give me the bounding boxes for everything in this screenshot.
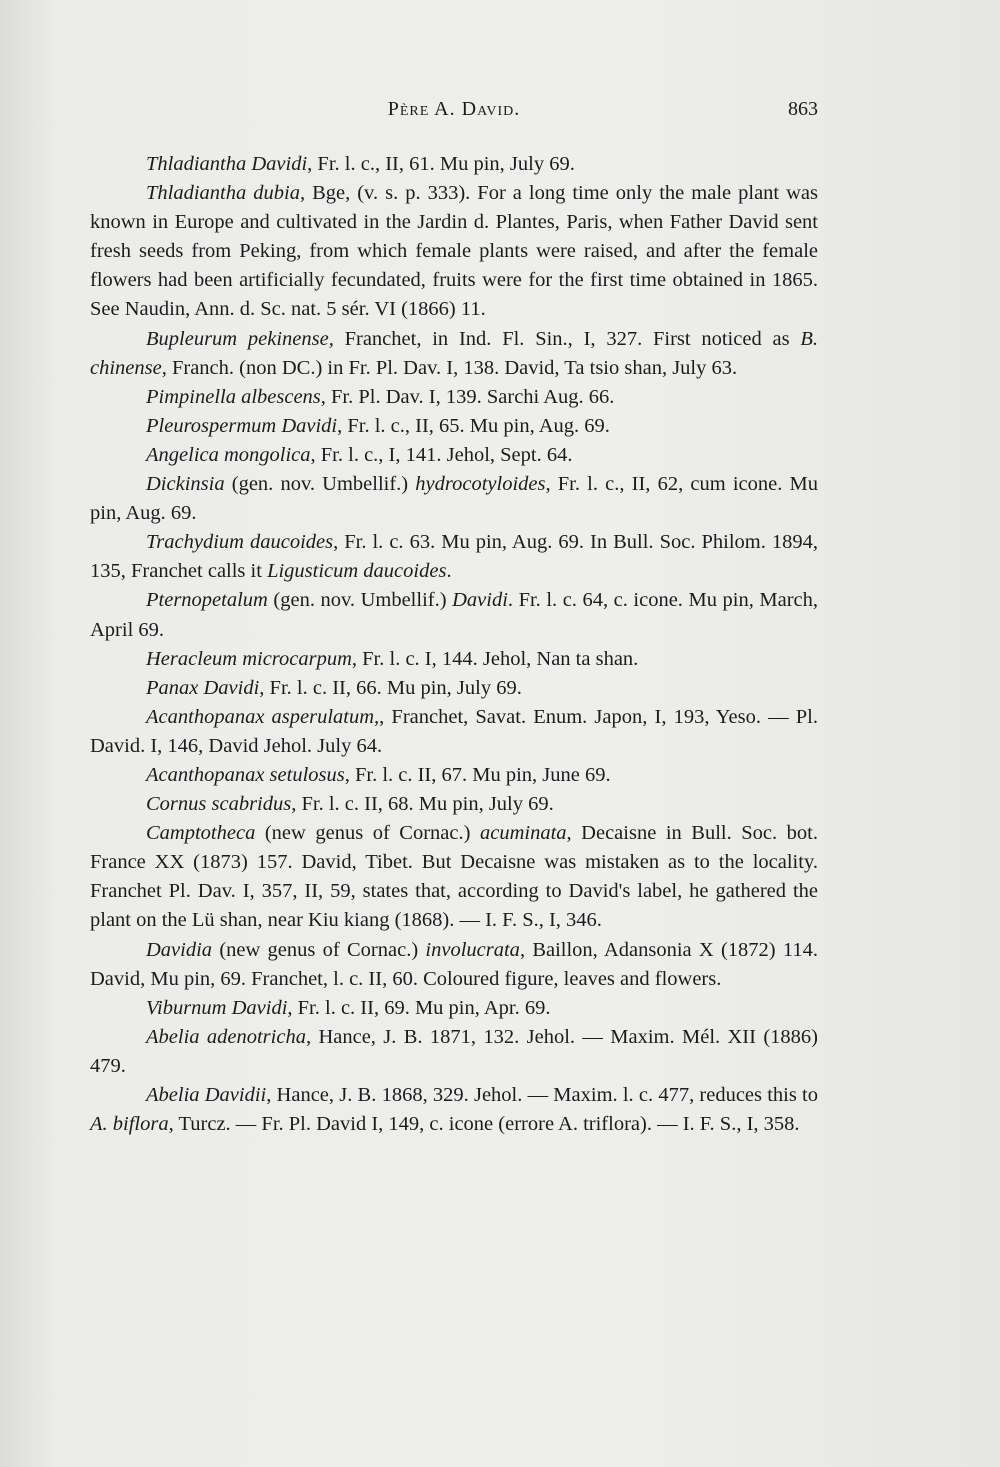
entry xyxy=(90,761,818,790)
entry-text: . xyxy=(446,560,452,583)
entry-text: (gen. nov. Umbellif.) xyxy=(224,473,416,496)
entry xyxy=(90,703,818,761)
species-name: B. chinense xyxy=(90,327,818,379)
entry xyxy=(90,645,818,674)
species-name: Acanthopanax setulosus xyxy=(146,763,345,786)
species-name: Acanthopanax asperulatum, xyxy=(146,705,380,728)
entry xyxy=(90,383,818,412)
entry-text: , Fr. l. c. II, 66. Mu pin, July 69. xyxy=(259,676,522,699)
species-name: Dickinsia xyxy=(146,473,225,496)
species-name: Thladiantha dubia, xyxy=(146,182,306,205)
entry-text: , Turcz. — Fr. Pl. David I, 149, c. icone (errore A. triflora). — I. F. S., I, 358. xyxy=(168,1113,800,1136)
entry-text: , Fr. l. c., II, 65. Mu pin, Aug. 69. xyxy=(337,414,610,437)
entry-text: , Fr. l. c. II, 68. Mu pin, July 69. xyxy=(291,793,554,816)
entry-text: (new genus of Cornac.) xyxy=(255,822,480,845)
species-name: acuminata xyxy=(479,822,567,845)
species-name: Davidia xyxy=(146,938,213,961)
entry xyxy=(90,1023,818,1081)
entry-text: , Fr. l. c., I, 141. Jehol, Sept. 64. xyxy=(310,443,573,466)
species-name: Viburnum Davidi xyxy=(146,996,288,1019)
entry xyxy=(90,528,818,586)
entry xyxy=(90,179,818,324)
entry xyxy=(90,994,818,1023)
running-head: Père A. David. xyxy=(387,98,521,120)
species-name: Abelia adenotricha xyxy=(146,1025,306,1048)
species-name: Pimpinella albescens, xyxy=(146,385,326,408)
entry xyxy=(90,470,818,528)
species-name: Thladiantha Davidi xyxy=(146,153,308,175)
entry-text: . Fr. l. c. 64, c. icone. Mu pin, March, April 69. xyxy=(90,589,818,641)
entry xyxy=(90,819,818,935)
species-name: Angelica mongolica xyxy=(146,443,311,466)
page-number: 863 xyxy=(788,98,818,120)
entry xyxy=(90,936,818,994)
entry-text: Fr. Pl. Dav. I, 139. Sarchi Aug. 66. xyxy=(325,385,615,408)
entry-text: , Franch. (non DC.) in Fr. Pl. Dav. I, 138. David, Ta tsio shan, July 63. xyxy=(161,356,738,379)
species-name: Abelia Davidii xyxy=(146,1084,267,1106)
entry-text: , Hance, J. B. 1868, 329. Jehol. — Maxim. l. c. 477, reduces this to xyxy=(266,1084,818,1106)
species-name: Pternopetalum xyxy=(146,589,268,612)
species-name: Trachydium daucoides xyxy=(146,531,334,554)
entry xyxy=(90,412,818,441)
entry-text: , Hance, J. B. 1871, 132. Jehol. — Maxim. Mél. XII (1886) 479. xyxy=(90,1025,818,1077)
species-name: involucrata xyxy=(425,938,520,961)
species-name: Panax Davidi xyxy=(146,676,260,699)
entry xyxy=(90,674,818,703)
species-name: Cornus scabridus xyxy=(146,793,292,816)
entry xyxy=(90,441,818,470)
entry-text: , Fr. l. c. II, 69. Mu pin, Apr. 69. xyxy=(287,996,551,1019)
species-name: Heracleum microcarpum xyxy=(146,647,352,670)
entry-text: Franchet, in Ind. Fl. Sin., I, 327. First noticed as xyxy=(333,327,801,350)
entry-text: , Franchet, Savat. Enum. Japon, I, 193, Yeso. — Pl. David. I, 146, David Jehol. July 64. xyxy=(90,705,818,757)
page-header xyxy=(90,98,818,132)
species-name: Davidi xyxy=(452,589,508,612)
species-name: A. biflora xyxy=(90,1113,169,1136)
species-name: Ligusticum daucoides xyxy=(267,560,447,583)
entry xyxy=(90,150,818,179)
entry xyxy=(90,1081,818,1139)
species-name: Camptotheca xyxy=(146,822,256,845)
entry-text: , Fr. l. c. 63. Mu pin, Aug. 69. In Bull. Soc. Philom. 1894, 135, Franchet calls it xyxy=(90,531,818,583)
entry-text: , Fr. l. c., II, 62, cum icone. Mu pin, Aug. 69. xyxy=(90,473,818,525)
entry-text: , Fr. l. c., II, 61. Mu pin, July 69. xyxy=(307,153,575,175)
entry xyxy=(90,325,818,383)
body-text xyxy=(90,150,818,1139)
entry-text: , Decaisne in Bull. Soc. bot. France XX (1873) 157. David, Tibet. But Decaisne was mistaken as to the locality. Franchet Pl. Dav. I, 357, II, 59, states that, according to David's label, he gathered the plant on the Lü shan, near Kiu kiang (1868). — I. F. S., I, 346. xyxy=(90,822,818,932)
entry-text: , Baillon, Adansonia X (1872) 114. David, Mu pin, 69. Franchet, l. c. II, 60. Coloured figure, leaves and flowers. xyxy=(90,938,818,990)
species-name: Bupleurum pekinense, xyxy=(146,327,334,350)
entry-text: (new genus of Cornac.) xyxy=(212,938,426,961)
entry-text: , Fr. l. c. II, 67. Mu pin, June 69. xyxy=(344,763,611,786)
entry-text: Bge, (v. s. p. 333). For a long time only the male plant was known in Europe and cultivated in the Jardin d. Plantes, Paris, when Father David sent fresh seeds from Peking, from which female plants were raised, and after the female flowers had been artificially fecundated, fruits were for the first time obtained in 1865. See Naudin, Ann. d. Sc. nat. 5 sér. VI (1866) 11. xyxy=(90,182,819,321)
entry xyxy=(90,790,818,819)
entry-text: (gen. nov. Umbellif.) xyxy=(267,589,453,612)
species-name: hydrocotyloides xyxy=(415,473,546,496)
species-name: Pleurospermum Davidi xyxy=(146,414,338,437)
entry-text: , Fr. l. c. I, 144. Jehol, Nan ta shan. xyxy=(351,647,639,670)
entry xyxy=(90,586,818,644)
